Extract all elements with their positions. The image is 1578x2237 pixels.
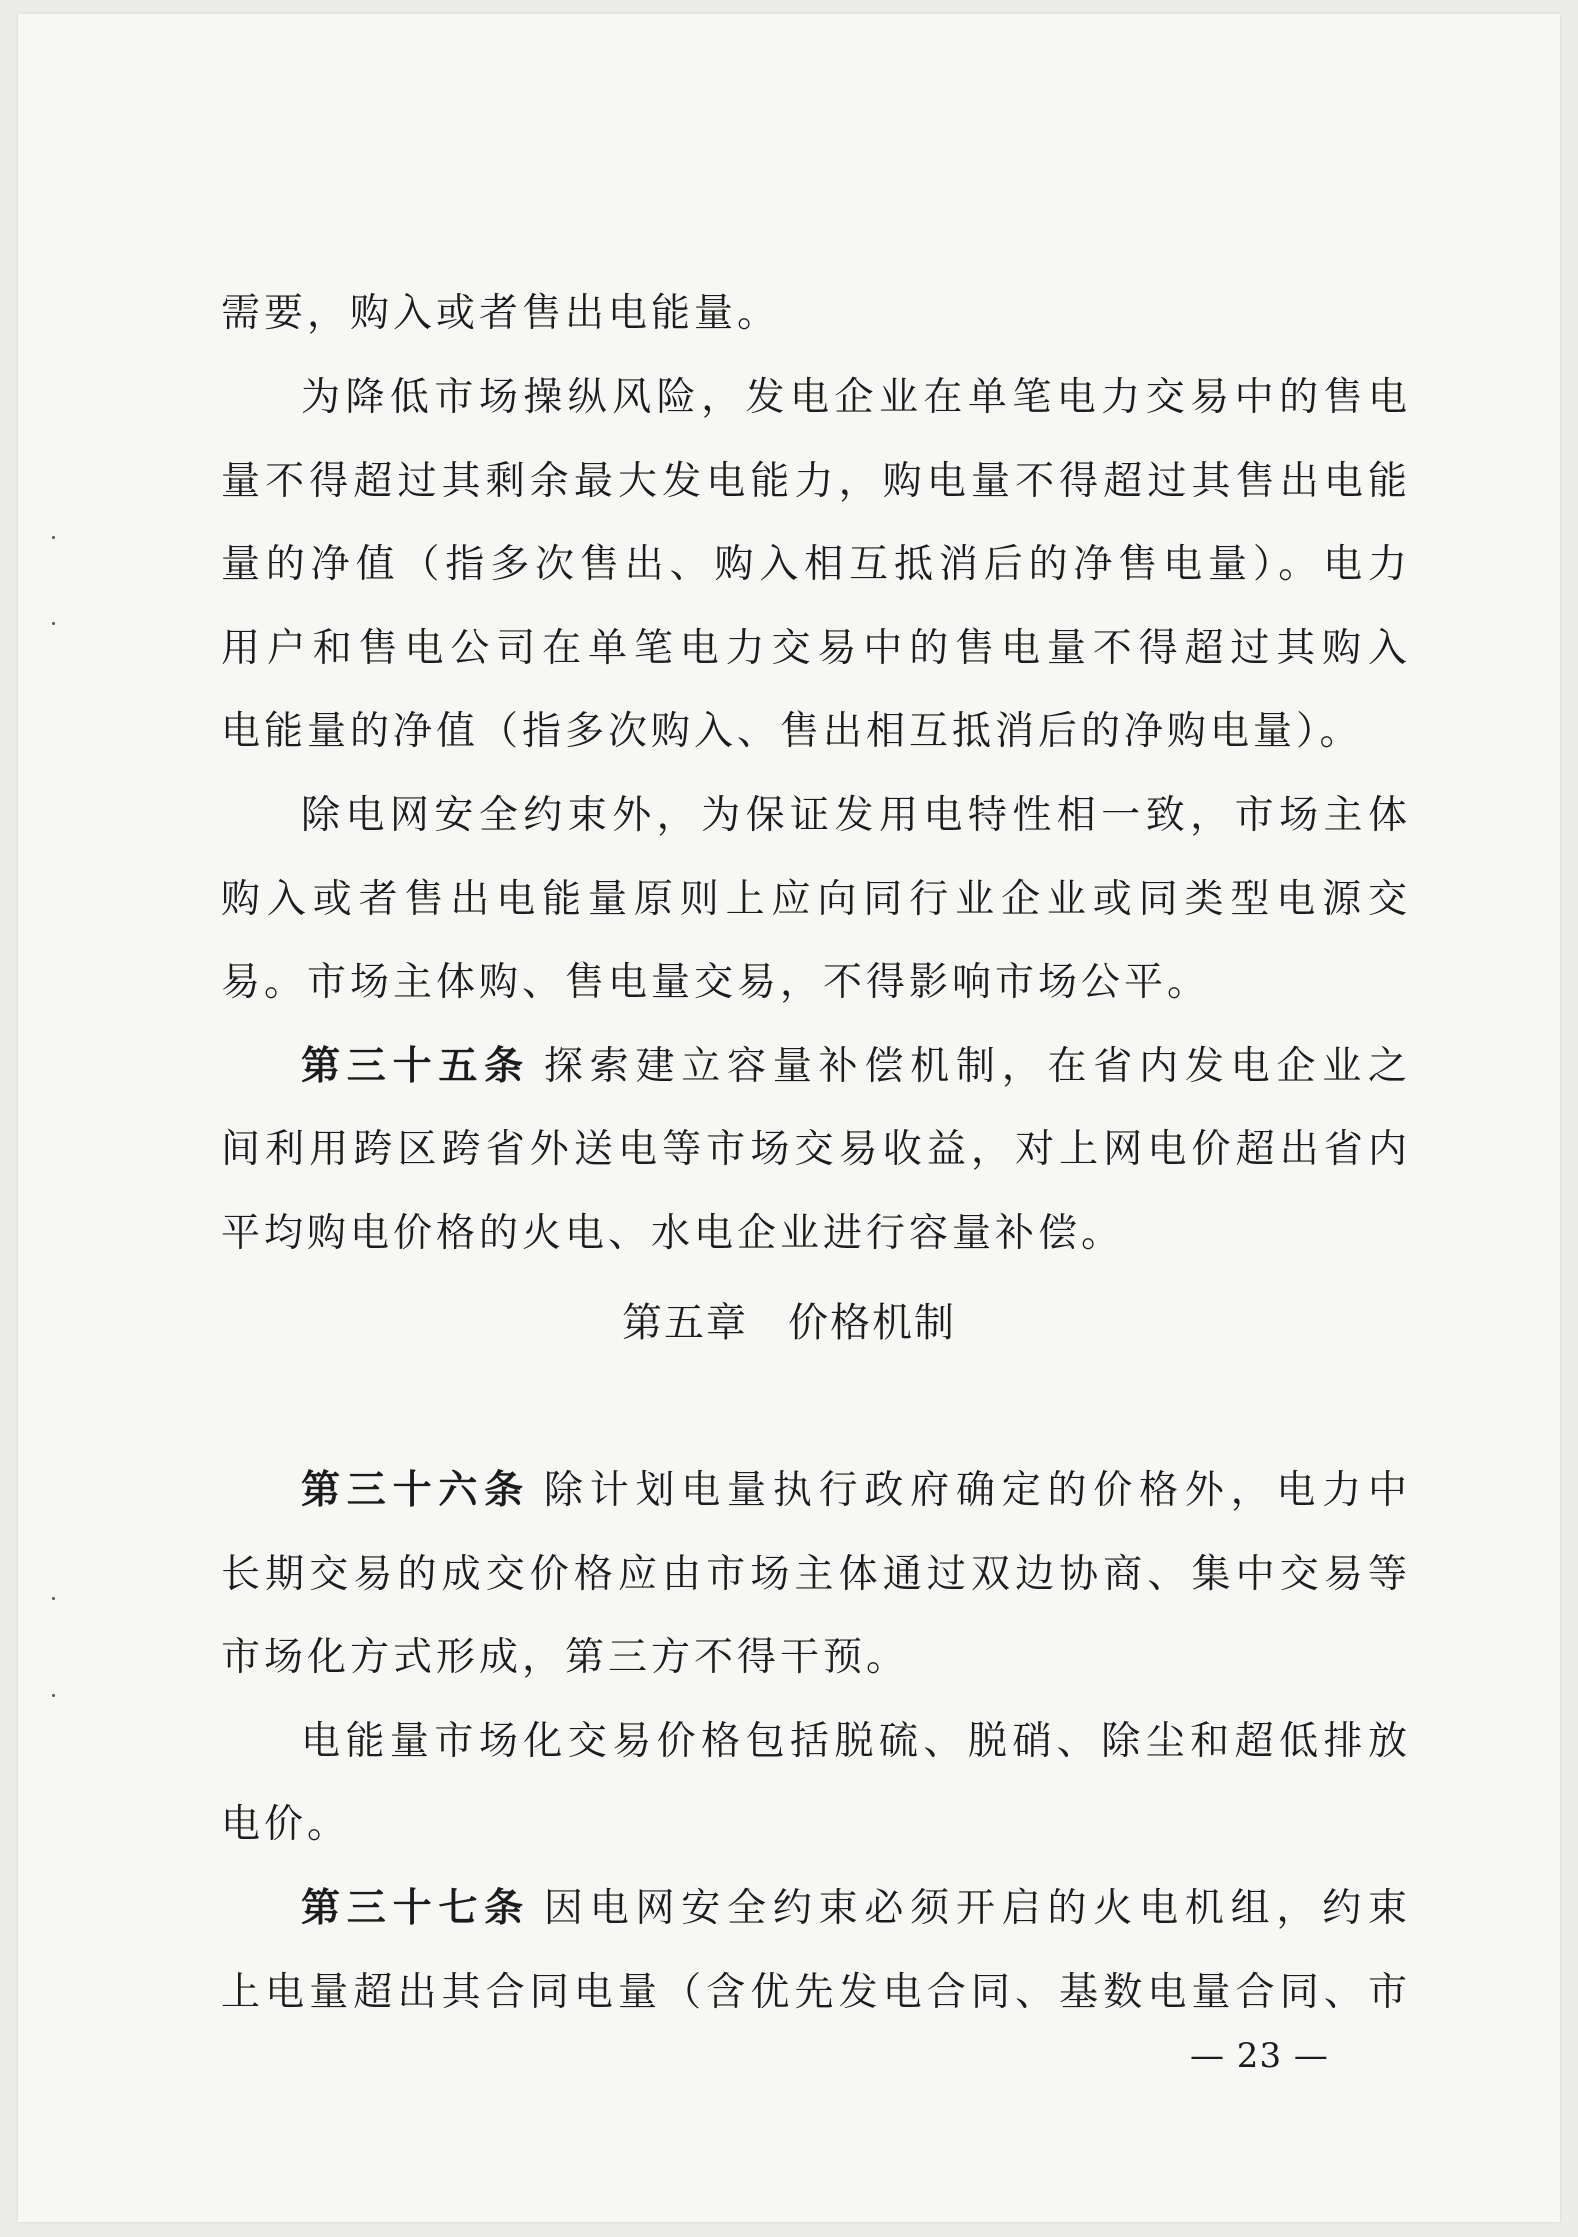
scan-mark [52,622,55,625]
page-number: — 23 — [1190,2036,1329,2076]
text-line: 用户和售电公司在单笔电力交易中的售电量不得超过其购入 [221,626,1411,671]
article-text: 因电网安全约束必须开启的火电机组，约束 [543,1886,1411,1931]
text-line: 市场化方式形成，第三方不得干预。 [221,1635,910,1680]
scan-mark [52,1694,55,1697]
text-line: 平均购电价格的火电、水电企业进行容量补偿。 [221,1211,1125,1256]
chapter-title: 价格机制 [788,1300,956,1346]
article-line [301,1468,1411,1514]
text-line: 量不得超过其剩余最大发电能力，购电量不得超过其售出电能 [221,459,1411,504]
text-line: 需要，购入或者售出电能量。 [221,291,781,336]
chapter-heading [18,1300,1560,1346]
text-line: 间利用跨区跨省外送电等市场交易收益，对上网电价超出省内 [221,1127,1411,1172]
chapter-number: 第五章 [622,1300,748,1346]
text-line: 电能量的净值（指多次购入、售出相互抵消后的净购电量）。 [221,709,1363,754]
article-label: 第三十六条 [301,1468,530,1513]
text-line: 上电量超出其合同电量（含优先发电合同、基数电量合同、市 [221,1970,1411,2015]
scan-mark [52,536,55,539]
article-text: 探索建立容量补偿机制，在省内发电企业之 [543,1044,1411,1089]
article-line [301,1044,1411,1090]
text-line: 易。市场主体购、售电量交易，不得影响市场公平。 [221,960,1211,1005]
scan-mark [52,1597,55,1600]
text-line: 为降低市场操纵风险，发电企业在单笔电力交易中的售电 [301,375,1411,420]
article-line [301,1886,1411,1932]
article-text: 除计划电量执行政府确定的价格外，电力中 [543,1468,1411,1513]
article-label: 第三十七条 [301,1886,530,1931]
text-line: 量的净值（指多次售出、购入相互抵消后的净售电量）。电力 [221,542,1411,587]
article-label: 第三十五条 [301,1044,530,1089]
document-page [18,14,1560,2222]
text-line: 长期交易的成交价格应由市场主体通过双边协商、集中交易等 [221,1552,1411,1597]
text-line: 购入或者售出电能量原则上应向同行业企业或同类型电源交 [221,877,1411,922]
text-line: 电价。 [221,1802,351,1847]
text-line: 除电网安全约束外，为保证发用电特性相一致，市场主体 [301,793,1411,838]
text-line: 电能量市场化交易价格包括脱硫、脱硝、除尘和超低排放 [301,1719,1411,1764]
